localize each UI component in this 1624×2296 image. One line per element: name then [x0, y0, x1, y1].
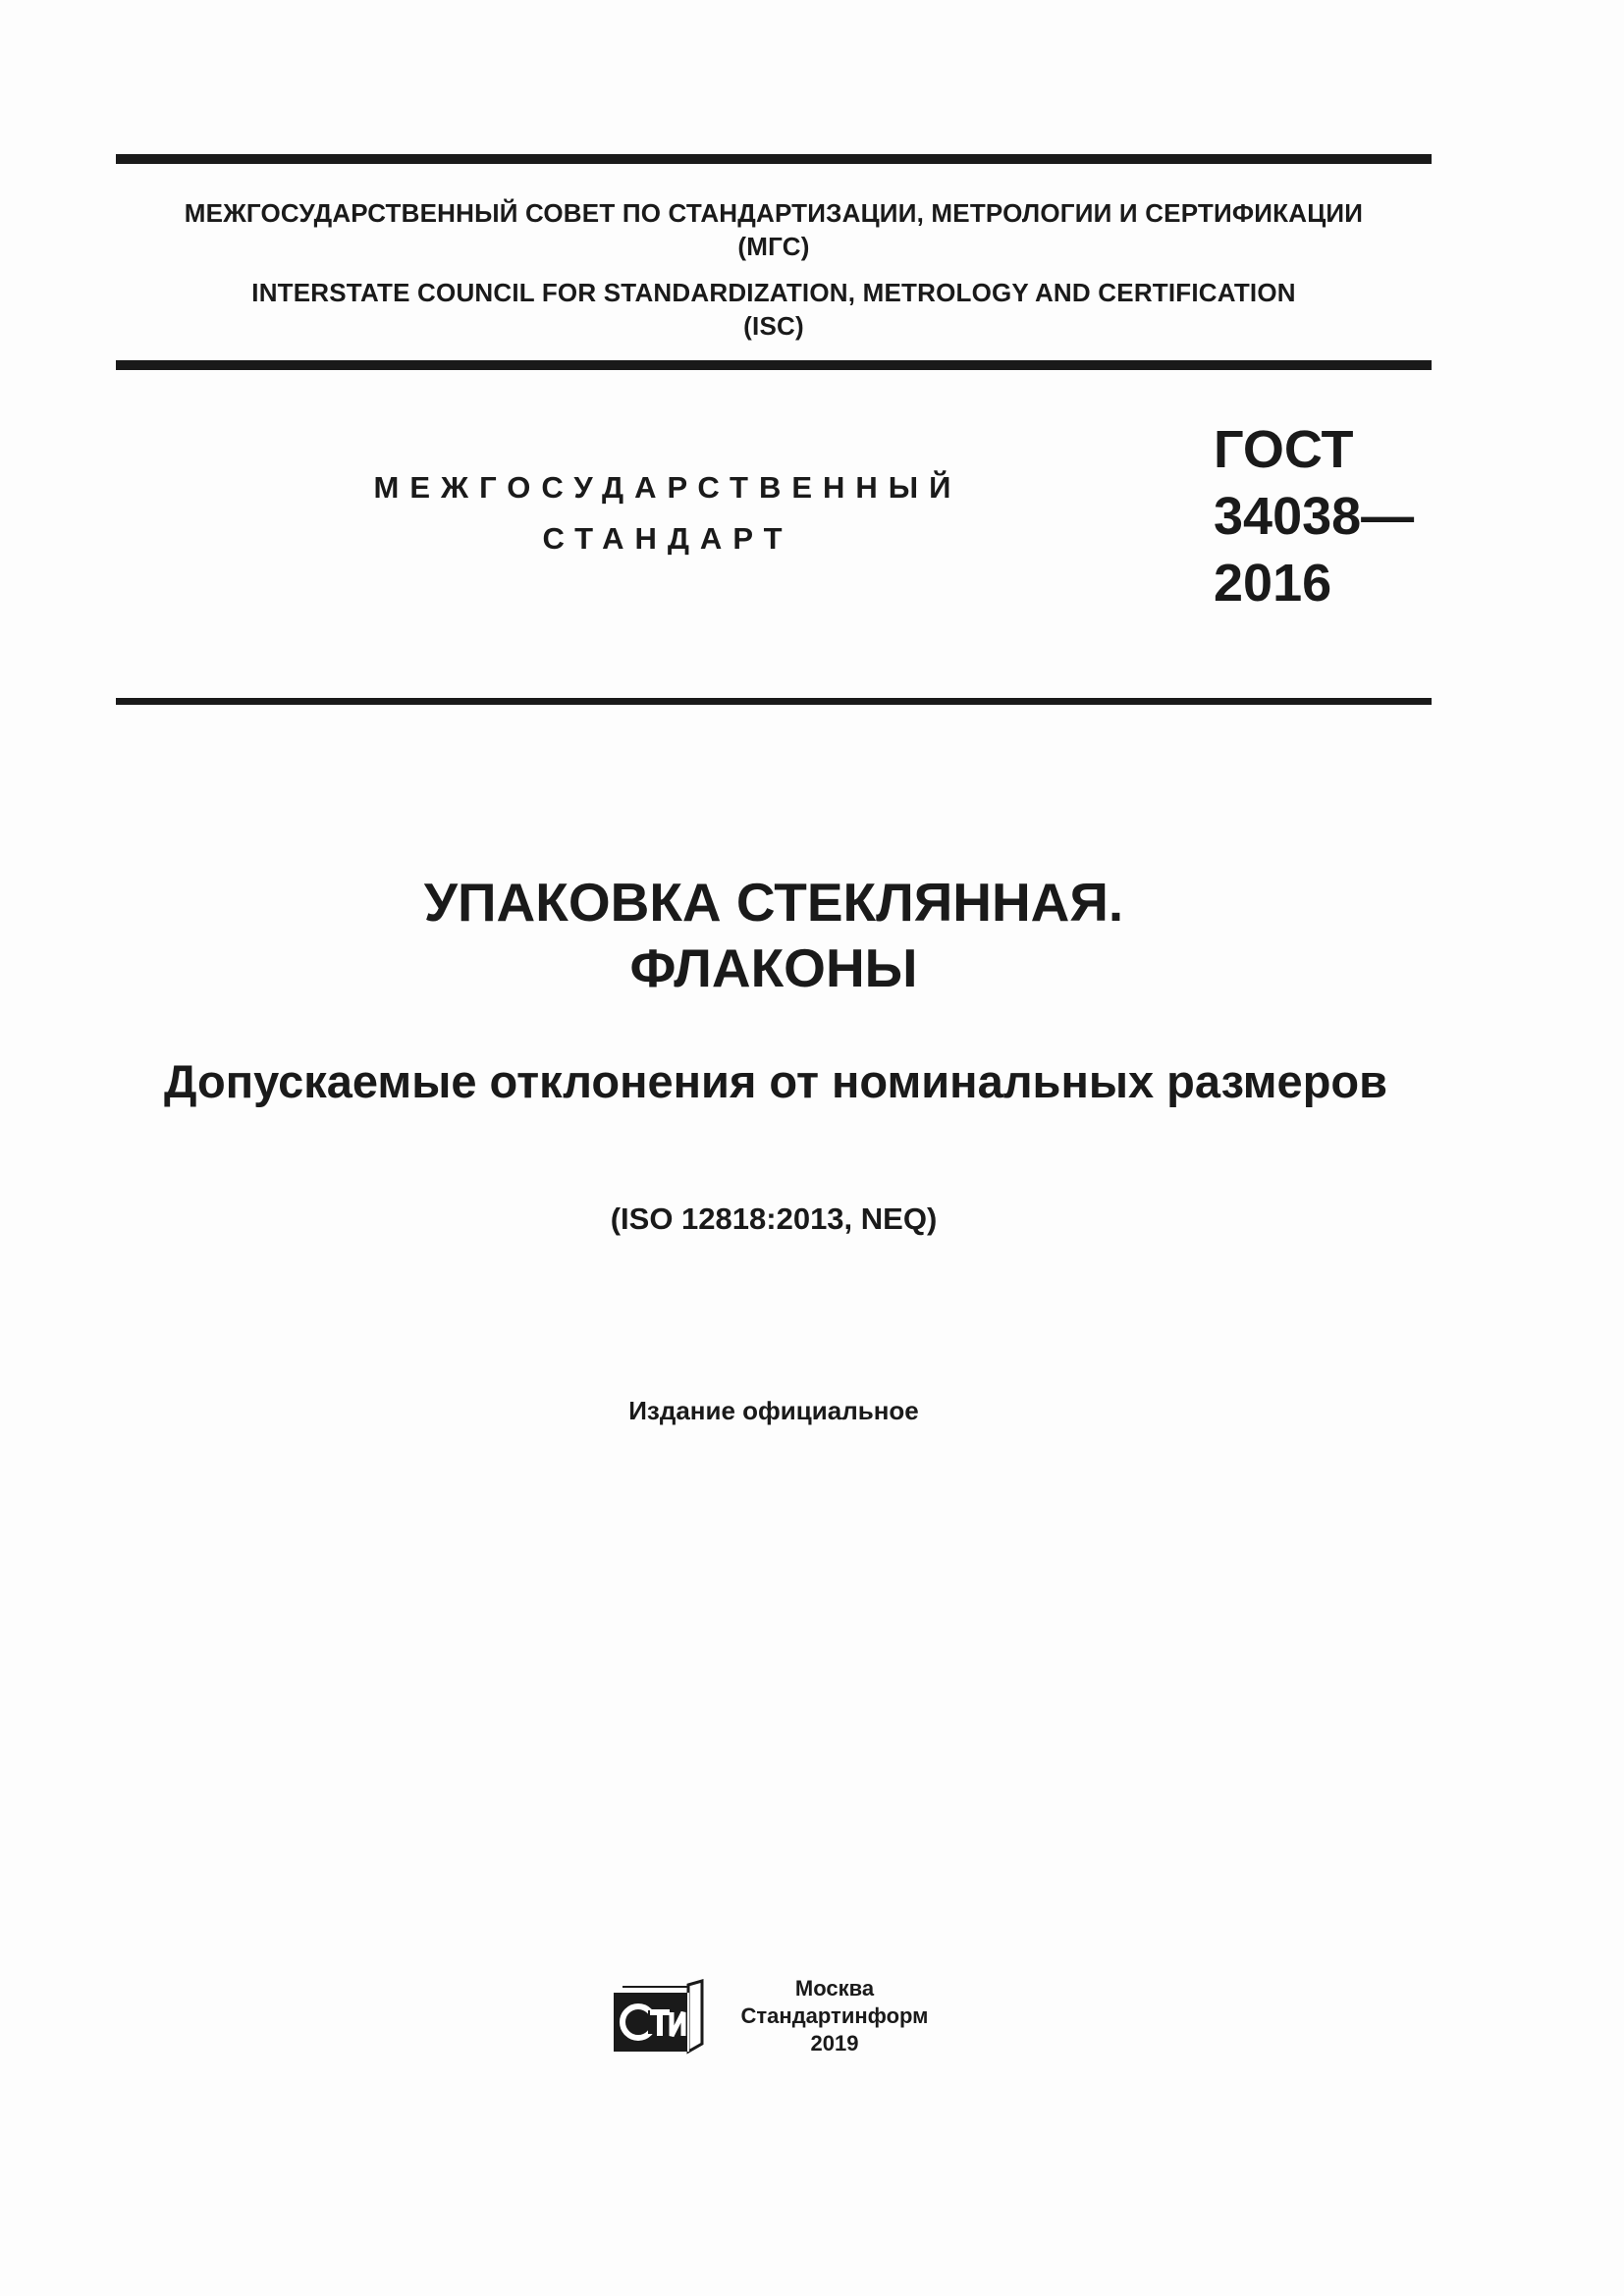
imprint-year: 2019 — [810, 2031, 859, 2056]
header-divider — [116, 360, 1432, 370]
standard-kind-line1: МЕЖГОСУДАРСТВЕННЫЙ — [373, 470, 962, 505]
council-en-name: INTERSTATE COUNCIL FOR STANDARDIZATION, METROLOGY AND CERTIFICATION — [251, 278, 1296, 307]
edition-note: Издание официальное — [628, 1396, 919, 1425]
council-en-abbr: (ISC) — [743, 311, 804, 341]
gost-number: 34038— — [1214, 487, 1415, 546]
gost-year: 2016 — [1214, 554, 1332, 613]
document-subtitle: Допускаемые отклонения от номинальных размеров — [163, 1055, 1388, 1107]
gost-label: ГОСТ — [1214, 420, 1354, 479]
document-title-line1: УПАКОВКА СТЕКЛЯННАЯ. — [423, 872, 1124, 933]
standartinform-logo-icon — [611, 1979, 705, 2056]
council-ru-name: МЕЖГОСУДАРСТВЕННЫЙ СОВЕТ ПО СТАНДАРТИЗАЦИИ, МЕТРОЛОГИИ И СЕРТИФИКАЦИИ — [184, 198, 1364, 228]
standard-kind — [295, 462, 1041, 564]
gost-designation — [1214, 416, 1414, 616]
council-ru — [116, 196, 1432, 263]
imprint-publisher: Стандартинформ — [740, 2003, 929, 2028]
standard-kind-line2: СТАНДАРТ — [542, 521, 793, 556]
designation-divider — [116, 698, 1432, 705]
top-divider — [116, 154, 1432, 164]
document-title — [116, 870, 1432, 1001]
document-title-line2: ФЛАКОНЫ — [629, 937, 918, 998]
council-ru-abbr: (МГС) — [737, 232, 810, 261]
imprint-city: Москва — [794, 1976, 875, 2001]
iso-reference: (ISO 12818:2013, NEQ) — [610, 1201, 938, 1236]
imprint — [717, 1975, 952, 2057]
council-en — [116, 276, 1432, 343]
